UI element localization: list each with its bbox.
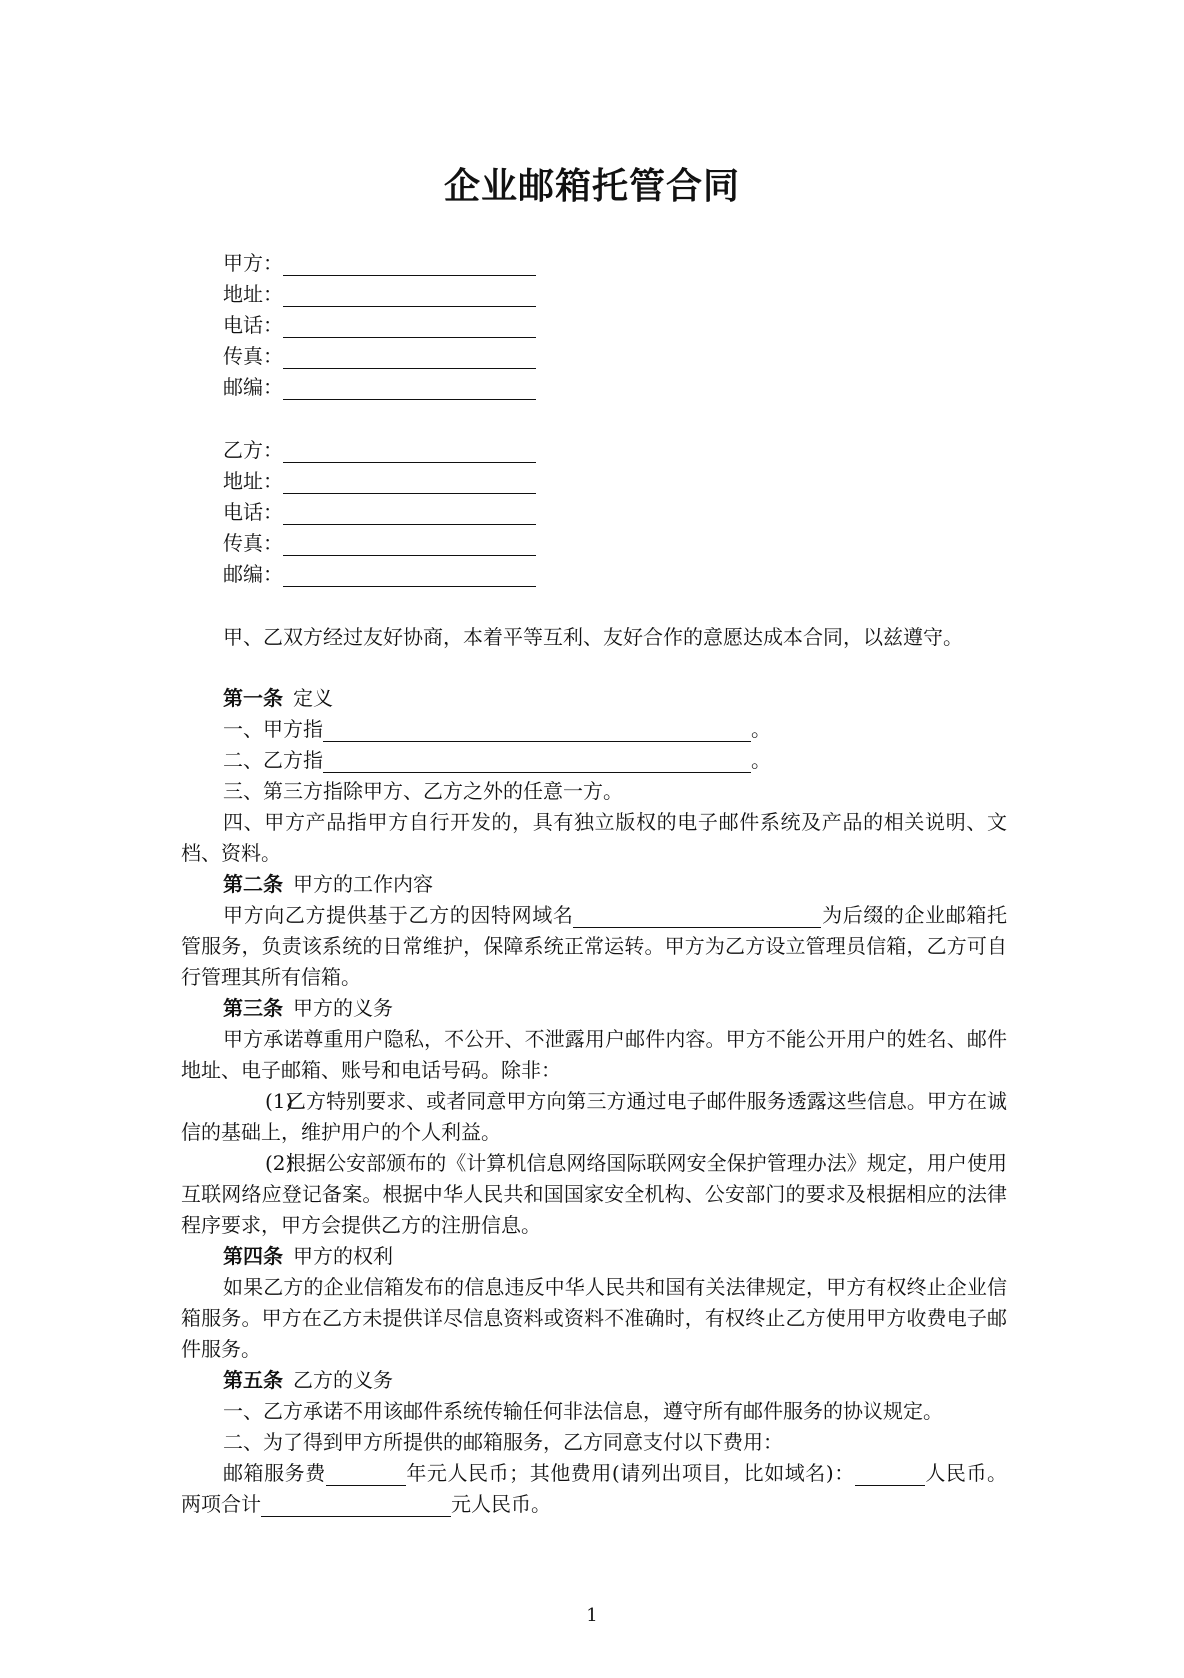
party-a-postcode-row bbox=[223, 372, 1007, 403]
party-a-address-row bbox=[223, 279, 1007, 310]
article-5-fee-mid: 年元人民币；其他费用(请列出项目，比如域名)： bbox=[405, 1461, 855, 1485]
article-3-item-1 bbox=[181, 1086, 1007, 1148]
article-3-item-1-text: 乙方特别要求、或者同意甲方向第三方通过电子邮件服务透露这些信息。甲方在诚信的基础上，维护用户的个人利益。 bbox=[181, 1089, 1007, 1144]
party-b-fax-row bbox=[223, 528, 1007, 559]
party-b-phone-label: 电话： bbox=[223, 500, 283, 524]
party-b-address-blank[interactable] bbox=[283, 471, 536, 494]
party-a-postcode-blank[interactable] bbox=[283, 377, 536, 400]
intro-paragraph: 甲、乙双方经过友好协商，本着平等互利、友好合作的意愿达成本合同，以兹遵守。 bbox=[223, 625, 963, 649]
party-a-postcode-label: 邮编： bbox=[223, 375, 283, 399]
party-b-block bbox=[181, 435, 1007, 590]
article-1-item-1-suffix: 。 bbox=[751, 717, 771, 741]
party-a-name-blank[interactable] bbox=[283, 253, 536, 276]
article-4-heading bbox=[181, 1241, 1007, 1272]
article-1-heading bbox=[181, 683, 1007, 714]
article-4-number: 第四条 bbox=[223, 1244, 283, 1268]
article-5-heading bbox=[181, 1365, 1007, 1396]
article-4-text: 如果乙方的企业信箱发布的信息违反中华人民共和国有关法律规定，甲方有权终止企业信箱服务。甲方在乙方未提供详尽信息资料或资料不准确时，有权终止乙方使用甲方收费电子邮件服务。 bbox=[181, 1275, 1007, 1361]
article-2-number: 第二条 bbox=[223, 872, 283, 896]
article-3-text: 甲方承诺尊重用户隐私，不公开、不泄露用户邮件内容。甲方不能公开用户的姓名、邮件地址、电子邮箱、账号和电话号码。除非： bbox=[181, 1027, 1007, 1082]
article-1-number: 第一条 bbox=[223, 686, 283, 710]
party-b-address-row bbox=[223, 466, 1007, 497]
article-2-text bbox=[181, 900, 1007, 993]
article-5-fee-prefix: 邮箱服务费 bbox=[223, 1461, 326, 1485]
party-b-fax-blank[interactable] bbox=[283, 533, 536, 556]
party-b-postcode-row bbox=[223, 559, 1007, 590]
article-1-item-2-suffix: 。 bbox=[751, 748, 771, 772]
party-b-fax-label: 传真： bbox=[223, 531, 283, 555]
party-b-name-label: 乙方： bbox=[223, 438, 283, 462]
party-a-definition-blank[interactable] bbox=[323, 719, 751, 742]
party-a-fax-row bbox=[223, 341, 1007, 372]
article-3-heading bbox=[181, 993, 1007, 1024]
page-number: 1 bbox=[586, 1605, 598, 1626]
article-3-title: 甲方的义务 bbox=[293, 996, 393, 1020]
article-5-number: 第五条 bbox=[223, 1368, 283, 1392]
domain-name-blank[interactable] bbox=[573, 905, 821, 928]
party-a-phone-label: 电话： bbox=[223, 313, 283, 337]
party-b-postcode-blank[interactable] bbox=[283, 564, 536, 587]
article-5-fee-mid2: 人民币。两项合计 bbox=[181, 1461, 1008, 1516]
party-b-definition-blank[interactable] bbox=[323, 750, 751, 773]
party-a-fax-blank[interactable] bbox=[283, 346, 536, 369]
party-a-phone-row bbox=[223, 310, 1007, 341]
article-1-item-3: 三、第三方指除甲方、乙方之外的任意一方。 bbox=[223, 779, 623, 803]
party-b-postcode-label: 邮编： bbox=[223, 562, 283, 586]
article-5-fee-suffix: 元人民币。 bbox=[451, 1492, 551, 1516]
party-a-name-label: 甲方： bbox=[223, 251, 283, 275]
article-2-text-prefix: 甲方向乙方提供基于乙方的因特网域名 bbox=[223, 903, 574, 927]
party-a-address-label: 地址： bbox=[223, 282, 283, 306]
article-5-item-2: 二、为了得到甲方所提供的邮箱服务，乙方同意支付以下费用： bbox=[223, 1430, 783, 1454]
article-5-item-1: 一、乙方承诺不用该邮件系统传输任何非法信息，遵守所有邮件服务的协议规定。 bbox=[223, 1399, 943, 1423]
party-a-address-blank[interactable] bbox=[283, 284, 536, 307]
article-2-title: 甲方的工作内容 bbox=[293, 872, 433, 896]
party-b-name-blank[interactable] bbox=[283, 440, 536, 463]
article-3-item-2-number: (2) bbox=[265, 1151, 294, 1175]
total-fee-blank[interactable] bbox=[261, 1494, 451, 1517]
article-1-item-2-prefix: 二、乙方指 bbox=[223, 748, 323, 772]
article-1-item-4: 四、甲方产品指甲方自行开发的，具有独立版权的电子邮件系统及产品的相关说明、文档、资料。 bbox=[181, 810, 1007, 865]
article-3-item-1-number: (1) bbox=[265, 1089, 294, 1113]
article-3-item-2-text: 根据公安部颁布的《计算机信息网络国际联网安全保护管理办法》规定，用户使用互联网络应登记备案。根据中华人民共和国国家安全机构、公安部门的要求及根据相应的法律程序要求，甲方会提供乙方的注册信息。 bbox=[181, 1151, 1007, 1237]
article-2-heading bbox=[181, 869, 1007, 900]
article-3-number: 第三条 bbox=[223, 996, 283, 1020]
article-1-item-2 bbox=[181, 745, 1007, 776]
article-1-title: 定义 bbox=[293, 686, 333, 710]
document-body bbox=[181, 248, 1007, 1520]
article-3-item-2 bbox=[181, 1148, 1007, 1241]
article-1-item-1 bbox=[181, 714, 1007, 745]
party-b-phone-blank[interactable] bbox=[283, 502, 536, 525]
other-fee-blank[interactable] bbox=[855, 1463, 925, 1486]
article-5-title: 乙方的义务 bbox=[293, 1368, 393, 1392]
party-a-name-row bbox=[223, 248, 1007, 279]
party-a-fax-label: 传真： bbox=[223, 344, 283, 368]
document-title: 企业邮箱托管合同 bbox=[443, 166, 740, 207]
mailbox-fee-blank[interactable] bbox=[326, 1463, 406, 1486]
party-a-phone-blank[interactable] bbox=[283, 315, 536, 338]
article-2-text-suffix: 为后缀的企业邮箱托管服务，负责该系统的日常维护，保障系统正常运转。甲方为乙方设立管理员信箱，乙方可自行管理其所有信箱。 bbox=[181, 903, 1008, 989]
article-4-title: 甲方的权利 bbox=[293, 1244, 393, 1268]
article-5-fee-line bbox=[181, 1458, 1007, 1520]
party-b-name-row bbox=[223, 435, 1007, 466]
party-b-phone-row bbox=[223, 497, 1007, 528]
party-b-address-label: 地址： bbox=[223, 469, 283, 493]
party-a-block bbox=[181, 248, 1007, 403]
article-1-item-1-prefix: 一、甲方指 bbox=[223, 717, 323, 741]
